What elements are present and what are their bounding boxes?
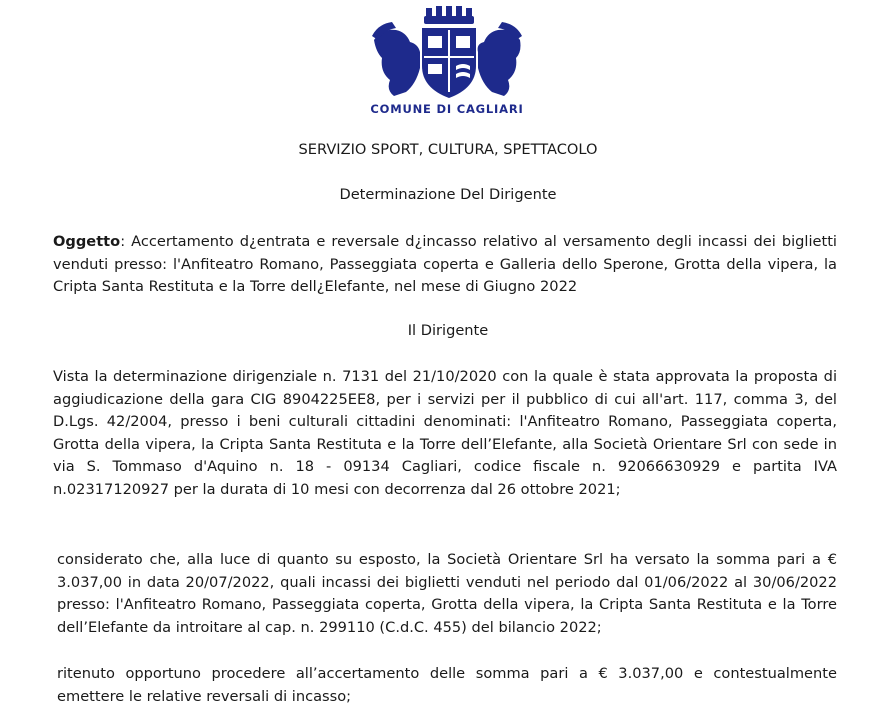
- subject-label: Oggetto: [53, 233, 121, 250]
- comune-logo: [366, 6, 528, 118]
- role-heading: Il Dirigente: [407, 322, 489, 339]
- paragraph-considerato: considerato che, alla luce di quanto su esposto, la Società Orientare Srl ha versato la somma pari a € 3.037,00 in data 20/07/2022, quali incassi dei biglietti venduti nel periodo dal 01/06/2022 al 30/06/2022 presso: l'Anfiteatro Romano, Passeggiata coperta, Grotta della vipera, la Cripta Santa Restituta e la Torre dell’Elefante da introitare al cap. n. 299110 (C.d.C. 455) del bilancio 2022;: [57, 551, 837, 636]
- paragraph-ritenuto: ritenuto opportuno procedere all’accertamento delle somma pari a € 3.037,00 e contestualmente emettere le relative reversali di incasso;: [57, 665, 837, 705]
- service-title: SERVIZIO SPORT, CULTURA, SPETTACOLO: [298, 141, 598, 158]
- document-type: Determinazione Del Dirigente: [339, 186, 557, 203]
- logo-caption: COMUNE DI CAGLIARI: [370, 102, 524, 116]
- paragraph-vista: Vista la determinazione dirigenziale n. 7131 del 21/10/2020 con la quale è stata approvata la proposta di aggiudicazione della gara CIG 8904225EE8, per i servizi per il pubblico di cui all'art. 117, comma 3, del D.Lgs. 42/2004, presso i beni culturali cittadini denominati: l'Anfiteatro Romano, Passeggiata coperta, Grotta della vipera, la Cripta Santa Restituta e la Torre dell’Elefante, alla Società Orientare Srl con sede in via S. Tommaso d'Aquino n. 18 - 09134 Cagliari, codice fiscale n. 92066630929 e partita IVA n.02317120927 per la durata di 10 mesi con decorrenza dal 26 ottobre 2021;: [53, 368, 837, 498]
- coat-of-arms-icon: [366, 6, 528, 102]
- subject-text: : Accertamento d¿entrata e reversale d¿incasso relativo al versamento degli incassi dei biglietti venduti presso: l'Anfiteatro Romano, Passeggiata coperta e Galleria dello Sperone, Grotta della vipera, la Cripta Santa Restituta e la Torre dell¿Elefante, nel mese di Giugno 2022: [53, 233, 837, 295]
- subject-paragraph: [53, 231, 837, 299]
